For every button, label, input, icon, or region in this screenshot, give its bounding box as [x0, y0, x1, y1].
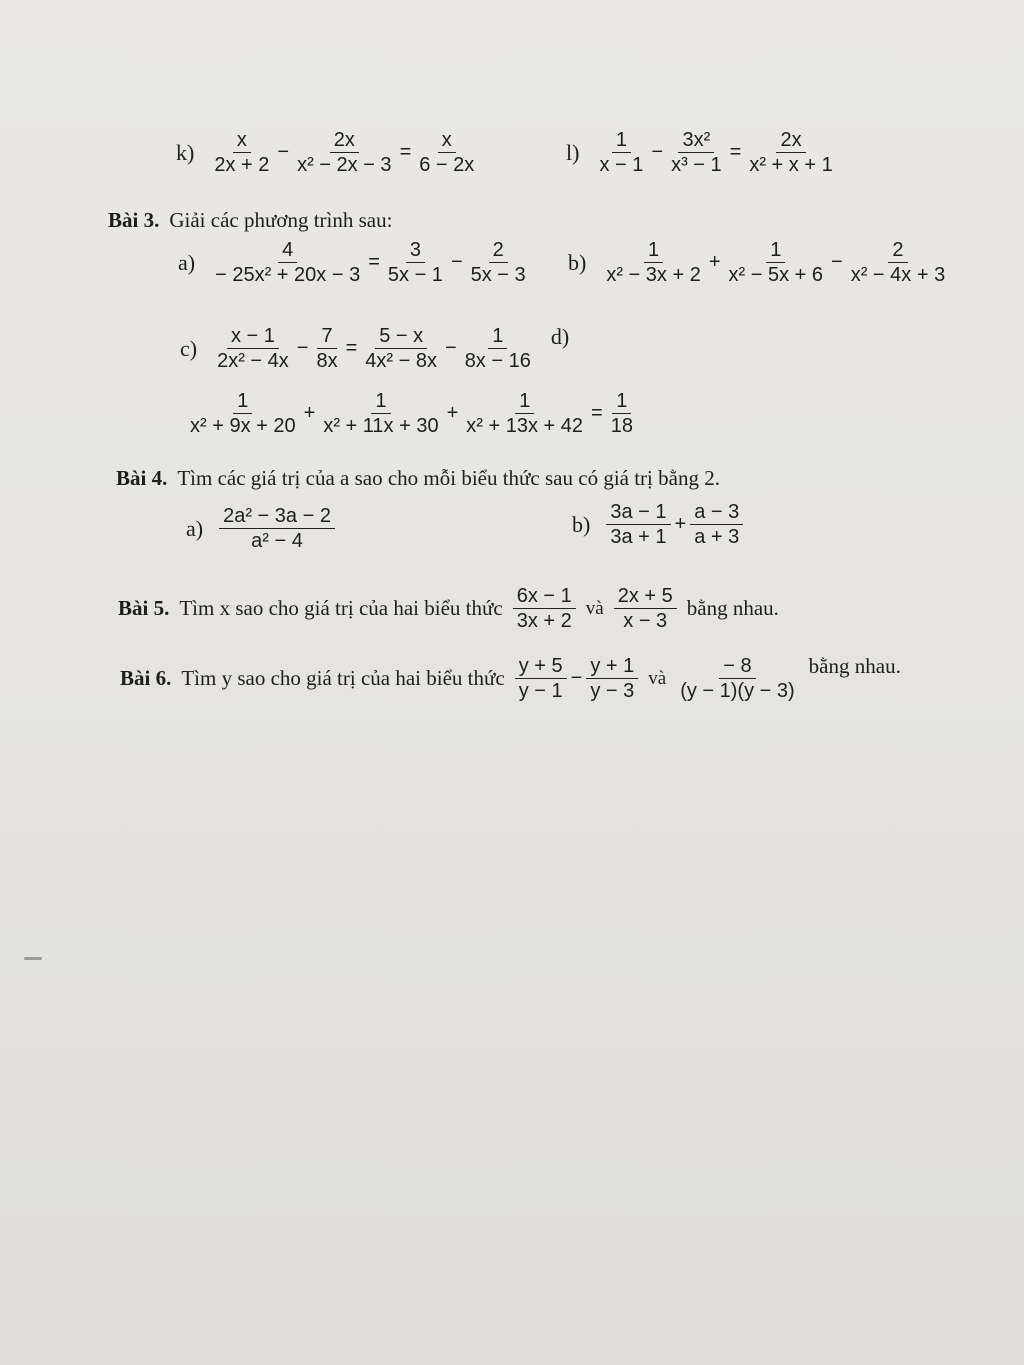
operator: +	[708, 251, 721, 273]
exercise-4-heading	[116, 466, 720, 491]
exercise-number: Bài 6.	[120, 666, 172, 690]
fraction	[690, 500, 743, 549]
numerator: y + 5	[515, 654, 567, 679]
fraction	[676, 654, 798, 703]
denominator: 6 − 2x	[419, 154, 475, 176]
numerator: x	[438, 128, 456, 153]
fraction	[312, 324, 341, 373]
denominator: y − 3	[590, 680, 635, 702]
numerator: 3	[406, 238, 425, 263]
numerator: 5 − x	[375, 324, 427, 349]
exercise-k	[176, 128, 480, 177]
exercise-3c	[180, 324, 569, 373]
exercise-5	[118, 584, 779, 633]
denominator: 3a + 1	[610, 526, 667, 548]
operator: =	[729, 141, 742, 163]
denominator: 5x − 1	[387, 264, 443, 286]
denominator: x² + 11x + 30	[323, 415, 439, 437]
exercise-4b	[572, 500, 745, 549]
fraction	[461, 324, 535, 373]
item-label: b)	[572, 511, 591, 537]
exercise-number: Bài 3.	[108, 208, 160, 232]
exercise-number: Bài 4.	[116, 466, 168, 490]
denominator: 8x − 16	[464, 350, 531, 372]
fraction	[384, 238, 447, 287]
fraction	[213, 324, 293, 373]
exercise-6	[120, 654, 901, 703]
denominator: 18	[610, 415, 633, 437]
numerator: 2	[489, 238, 508, 263]
denominator: x² + 9x + 20	[190, 415, 296, 437]
denominator: a + 3	[694, 526, 740, 548]
numerator: 2x	[776, 128, 805, 153]
item-label: a)	[178, 249, 196, 275]
exercise-text: Tìm các giá trị của a sao cho mỗi biểu thức sau có giá trị bằng 2.	[177, 466, 720, 490]
item-label: k)	[176, 139, 195, 165]
denominator: 5x − 3	[470, 264, 526, 286]
operator: −	[831, 251, 843, 273]
operator: +	[303, 402, 316, 424]
numerator: 6x − 1	[513, 584, 576, 609]
fraction	[602, 238, 705, 287]
exercise-3d	[184, 389, 639, 438]
fraction	[614, 584, 677, 633]
numerator: 2	[888, 238, 907, 263]
operator: −	[570, 667, 583, 689]
exercise-3a	[178, 238, 532, 287]
denominator: x − 3	[623, 610, 668, 632]
denominator: x² − 3x + 2	[606, 264, 701, 286]
denominator: 3x + 2	[516, 610, 572, 632]
item-label: b)	[568, 249, 587, 275]
denominator: 4x² − 8x	[365, 350, 437, 372]
numerator: 1	[488, 324, 507, 349]
exercise-text-end: bằng nhau.	[808, 654, 901, 678]
numerator: − 8	[719, 654, 755, 679]
operator: =	[345, 337, 358, 359]
denominator: 2x + 2	[214, 154, 270, 176]
fraction	[513, 584, 576, 633]
conjunction: và	[648, 667, 667, 689]
exercise-l	[566, 128, 839, 177]
exercise-text: Giải các phương trình sau:	[169, 208, 393, 232]
numerator: 1	[644, 238, 663, 263]
item-label: a)	[186, 515, 204, 541]
fraction	[847, 238, 950, 287]
fraction	[606, 500, 670, 549]
exercise-text: Tìm x sao cho giá trị của hai biểu thức	[179, 596, 503, 620]
fraction	[467, 238, 530, 287]
numerator: 2a² − 3a − 2	[219, 504, 335, 529]
paper-mark	[24, 957, 42, 960]
numerator: 3a − 1	[606, 500, 670, 525]
operator: −	[445, 337, 457, 359]
denominator: x² − 5x + 6	[728, 264, 824, 286]
item-label: l)	[566, 139, 580, 165]
operator: −	[277, 141, 290, 163]
fraction	[462, 389, 587, 438]
fraction	[607, 389, 637, 438]
denominator: x² + 13x + 42	[466, 415, 584, 437]
conjunction: và	[585, 597, 604, 619]
fraction	[586, 654, 638, 703]
denominator: y − 1	[518, 680, 563, 702]
numerator: y + 1	[586, 654, 638, 679]
fraction	[361, 324, 441, 373]
numerator: a − 3	[690, 500, 743, 525]
operator: =	[591, 402, 603, 424]
numerator: 1	[233, 389, 252, 414]
operator: +	[446, 402, 459, 424]
fraction	[745, 128, 836, 177]
denominator: (y − 1)(y − 3)	[680, 680, 795, 702]
numerator: 1	[371, 389, 390, 414]
denominator: x³ − 1	[671, 154, 722, 176]
operator: −	[651, 141, 664, 163]
item-label: c)	[180, 335, 198, 361]
numerator: 1	[612, 128, 631, 153]
fraction	[319, 389, 442, 438]
fraction	[667, 128, 726, 177]
operator: =	[368, 251, 380, 273]
exercise-number: Bài 5.	[118, 596, 170, 620]
exercise-4a	[186, 504, 337, 553]
fraction	[219, 504, 335, 553]
operator: +	[674, 513, 687, 535]
denominator: x² + x + 1	[749, 154, 833, 176]
numerator: 1	[515, 389, 534, 414]
exercise-3b	[568, 238, 951, 287]
fraction	[293, 128, 396, 177]
exercise-3-heading	[108, 208, 392, 233]
item-label: d)	[550, 324, 570, 349]
denominator: a² − 4	[251, 530, 303, 552]
fraction	[186, 389, 300, 438]
fraction	[595, 128, 647, 177]
fraction	[415, 128, 478, 177]
numerator: 3x²	[678, 128, 714, 153]
numerator: x	[233, 128, 251, 153]
numerator: 2x	[330, 128, 359, 153]
fraction	[515, 654, 567, 703]
fraction	[725, 238, 828, 287]
operator: =	[399, 141, 412, 163]
operator: −	[296, 337, 309, 359]
fraction	[210, 128, 273, 177]
denominator: − 25x² + 20x − 3	[215, 264, 361, 286]
fraction	[211, 238, 364, 287]
numerator: x − 1	[227, 324, 279, 349]
operator: −	[450, 251, 463, 273]
denominator: 2x² − 4x	[217, 350, 289, 372]
denominator: x² − 2x − 3	[297, 154, 392, 176]
denominator: x² − 4x + 3	[850, 264, 946, 286]
exercise-text-end: bằng nhau.	[686, 596, 779, 620]
denominator: 8x	[316, 350, 338, 372]
exercise-text: Tìm y sao cho giá trị của hai biểu thức	[181, 666, 505, 690]
denominator: x − 1	[599, 154, 644, 176]
numerator: 4	[278, 238, 297, 263]
numerator: 2x + 5	[614, 584, 677, 609]
numerator: 1	[766, 238, 785, 263]
numerator: 7	[317, 324, 336, 349]
numerator: 1	[612, 389, 631, 414]
